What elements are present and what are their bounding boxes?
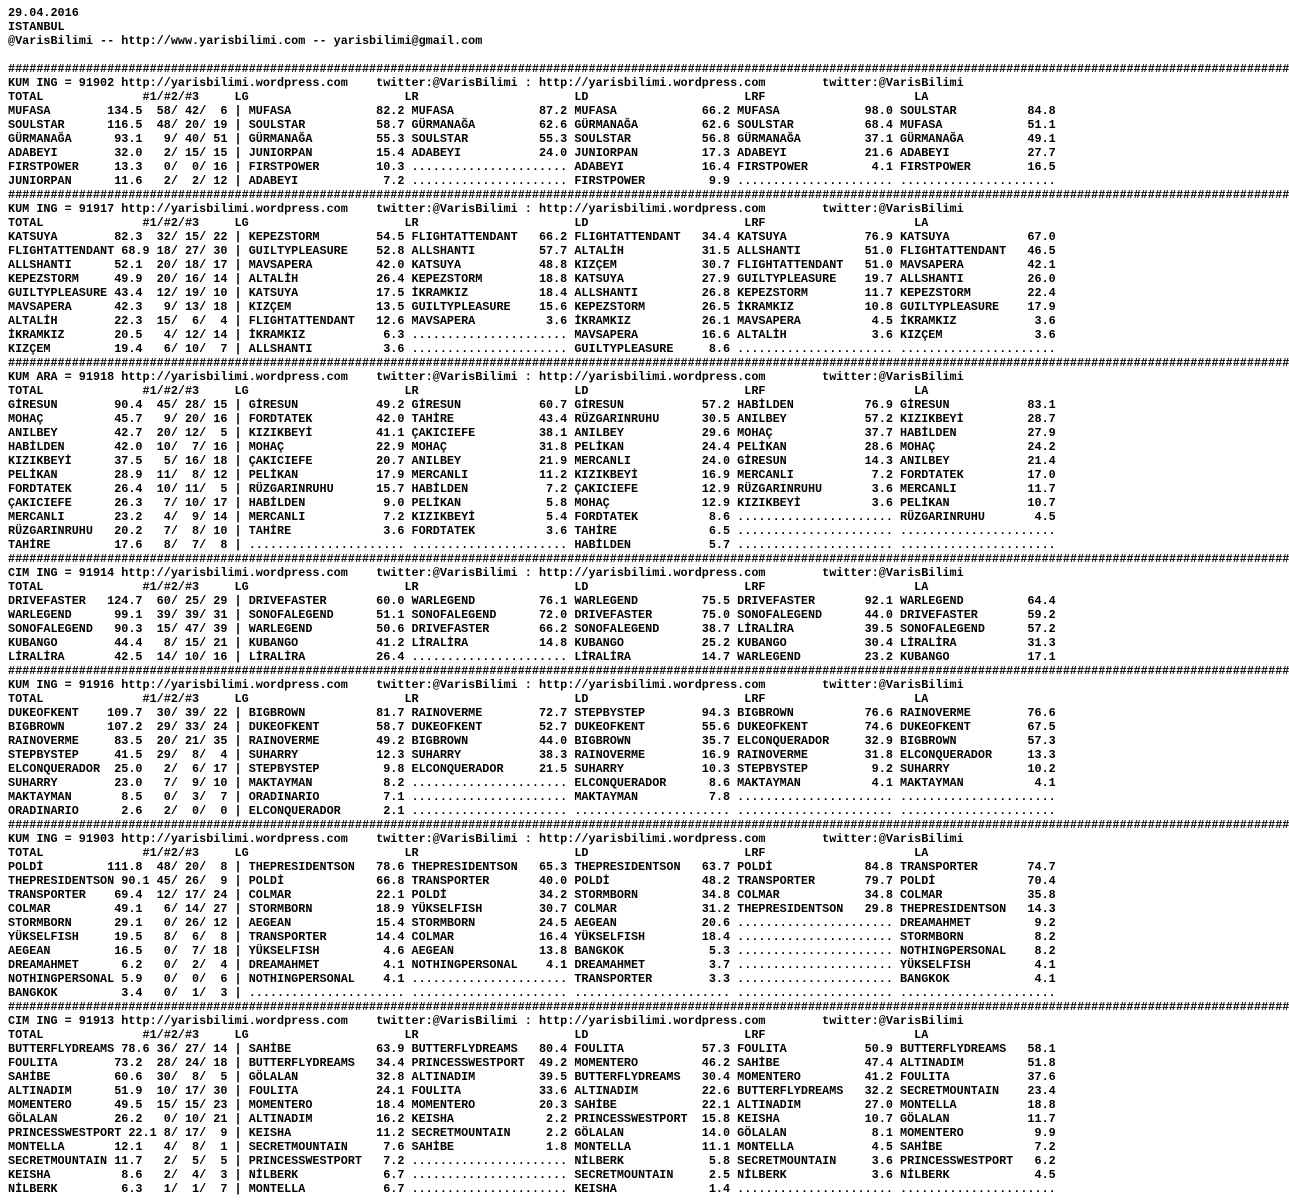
race-report-document: 29.04.2016 ISTANBUL @VarisBilimi -- http://www.yarisbilimi.com -- yarisbilimi@gmail.com ##################################################################################################################################################################################### KUM ING = 91902 http://yarisbilimi.wordpress.com twitter:@VarisBilimi : http://yarisbilimi.wordpress.com twitter:@VarisBilimi TOTAL #1/#2/#3 LG LR LD LRF LA MUFASA 134.5 58/ 42/ 6 | MUFASA 82.2 MUFASA 87.2 MUFASA 66.2 MUFASA 98.0 SOULSTAR 84.8 SOULSTAR 116.5 48/ 20/ 19 | SOULSTAR 58.7 GÜRMANAĞA 62.6 GÜRMANAĞA 62.6 SOULSTAR 68.4 MUFASA 51.1 GÜRMANAĞA 93.1 9/ 40/ 51 | GÜRMANAĞA 55.3 SOULSTAR 55.3 SOULSTAR 56.8 GÜRMANAĞA 37.1 GÜRMANAĞA 49.1 ADABEYI 32.0 2/ 15/ 15 | JUNIORPAN 15.4 ADABEYI 24.0 JUNIORPAN 17.3 ADABEYI 21.6 ADABEYI 27.7 FIRSTPOWER 13.3 0/ 0/ 16 | FIRSTPOWER 10.3 ...................... ADABEYI 16.4 FIRSTPOWER 4.1 FIRSTPOWER 16.5 JUNIORPAN 11.6 2/ 2/ 12 | ADABEYI 7.2 ...................... FIRSTPOWER 9.9 ...................... ...................... ##################################################################################################################################################################################### KUM ING = 91917 http://yarisbilimi.wordpress.com twitter:@VarisBilimi : http://yarisbilimi.wordpress.com twitter:@VarisBilimi TOTAL #1/#2/#3 LG LR LD LRF LA KATSUYA 82.3 32/ 15/ 22 | KEPEZSTORM 54.5 FLIGHTATTENDANT 66.2 FLIGHTATTENDANT 34.4 KATSUYA 76.9 KATSUYA 67.0 FLIGHTATTENDANT 68.9 18/ 27/ 30 | GUILTYPLEASURE 52.8 ALLSHANTI 57.7 ALTALİH 31.5 ALLSHANTI 51.0 FLIGHTATTENDANT 46.5 ALLSHANTI 52.1 20/ 18/ 17 | MAVSAPERA 42.0 KATSUYA 48.8 KIZÇEM 30.7 FLIGHTATTENDANT 51.0 MAVSAPERA 42.1 KEPEZSTORM 49.9 20/ 16/ 14 | ALTALİH 26.4 KEPEZSTORM 18.8 KATSUYA 27.9 GUILTYPLEASURE 19.7 ALLSHANTI 26.0 GUILTYPLEASURE 43.4 12/ 19/ 10 | KATSUYA 17.5 İKRAMKIZ 18.4 ALLSHANTI 26.8 KEPEZSTORM 11.7 KEPEZSTORM 22.4 MAVSAPERA 42.3 9/ 13/ 18 | KIZÇEM 13.5 GUILTYPLEASURE 15.6 KEPEZSTORM 26.5 İKRAMKIZ 10.8 GUILTYPLEASURE 17.9 ALTALİH 22.3 15/ 6/ 4 | FLIGHTATTENDANT 12.6 MAVSAPERA 3.6 İKRAMKIZ 26.1 MAVSAPERA 4.5 İKRAMKIZ 3.6 İKRAMKIZ 20.5 4/ 12/ 14 | İKRAMKIZ 6.3 ...................... MAVSAPERA 16.6 ALTALİH 3.6 KIZÇEM 3.6 KIZÇEM 19.4 6/ 10/ 7 | ALLSHANTI 3.6 ...................... GUILTYPLEASURE 8.6 ...................... ...................... ##################################################################################################################################################################################### KUM ARA = 91918 http://yarisbilimi.wordpress.com twitter:@VarisBilimi : http://yarisbilimi.wordpress.com twitter:@VarisBilimi TOTAL #1/#2/#3 LG LR LD LRF LA GİRESUN 90.4 45/ 28/ 15 | GİRESUN 49.2 GİRESUN 60.7 GİRESUN 57.2 HABİLDEN 76.9 GİRESUN 83.1 MOHAÇ 45.7 9/ 20/ 16 | FORDTATEK 42.0 TAHİRE 43.4 RÜZGARINRUHU 30.5 ANILBEY 57.2 KIZIKBEYİ 28.7 ANILBEY 42.7 20/ 12/ 5 | KIZIKBEYİ 41.1 ÇAKICIEFE 38.1 ANILBEY 29.6 MOHAÇ 37.7 HABİLDEN 27.9 HABİLDEN 42.0 10/ 7/ 16 | MOHAÇ 22.9 MOHAÇ 31.8 PELİKAN 24.4 PELİKAN 28.6 MOHAÇ 24.2 KIZIKBEYİ 37.5 5/ 16/ 18 | ÇAKICIEFE 20.7 ANILBEY 21.9 MERCANLI 24.0 GİRESUN 14.3 ANILBEY 21.4 PELİKAN 28.9 11/ 8/ 12 | PELİKAN 17.9 MERCANLI 11.2 KIZIKBEYİ 16.9 MERCANLI 7.2 FORDTATEK 17.0 FORDTATEK 26.4 10/ 11/ 5 | RÜZGARINRUHU 15.7 HABİLDEN 7.2 ÇAKICIEFE 12.9 RÜZGARINRUHU 3.6 MERCANLI 11.7 ÇAKICIEFE 26.3 7/ 10/ 17 | HABİLDEN 9.0 PELİKAN 5.8 MOHAÇ 12.9 KIZIKBEYİ 3.6 PELİKAN 10.7 MERCANLI 23.2 4/ 9/ 14 | MERCANLI 7.2 KIZIKBEYİ 5.4 FORDTATEK 8.6 ...................... RÜZGARINRUHU 4.5 RÜZGARINRUHU 20.2 7/ 8/ 10 | TAHİRE 3.6 FORDTATEK 3.6 TAHİRE 6.5 ...................... ...................... TAHİRE 17.6 8/ 7/ 8 | ...................... ...................... HABİLDEN 5.7 ...................... ...................... ##################################################################################################################################################################################### CIM ING = 91914 http://yarisbilimi.wordpress.com twitter:@VarisBilimi : http://yarisbilimi.wordpress.com twitter:@VarisBilimi TOTAL #1/#2/#3 LG LR LD LRF LA DRIVEFASTER 124.7 60/ 25/ 29 | DRIVEFASTER 60.0 WARLEGEND 76.1 WARLEGEND 75.5 DRIVEFASTER 92.1 WARLEGEND 64.4 WARLEGEND 99.1 39/ 39/ 31 | SONOFALEGEND 51.1 SONOFALEGEND 72.0 DRIVEFASTER 75.0 SONOFALEGEND 44.0 DRIVEFASTER 59.2 SONOFALEGEND 90.3 15/ 47/ 39 | WARLEGEND 50.6 DRIVEFASTER 66.2 SONOFALEGEND 38.7 LİRALİRA 39.5 SONOFALEGEND 57.2 KUBANGO 44.4 8/ 15/ 21 | KUBANGO 41.2 LİRALİRA 14.8 KUBANGO 25.2 KUBANGO 30.4 LİRALİRA 31.3 LİRALİRA 42.5 14/ 10/ 16 | LİRALİRA 26.4 ...................... LİRALİRA 14.7 WARLEGEND 23.2 KUBANGO 17.1 ##################################################################################################################################################################################### KUM ING = 91916 http://yarisbilimi.wordpress.com twitter:@VarisBilimi : http://yarisbilimi.wordpress.com twitter:@VarisBilimi TOTAL #1/#2/#3 LG LR LD LRF LA DUKEOFKENT 109.7 30/ 39/ 22 | BIGBROWN 81.7 RAINOVERME 72.7 STEPBYSTEP 94.3 BIGBROWN 76.6 RAINOVERME 76.6 BIGBROWN 107.2 29/ 33/ 24 | DUKEOFKENT 58.7 DUKEOFKENT 52.7 DUKEOFKENT 55.6 DUKEOFKENT 74.6 DUKEOFKENT 67.5 RAINOVERME 83.5 20/ 21/ 35 | RAINOVERME 49.2 BIGBROWN 44.0 BIGBROWN 35.7 ELCONQUERADOR 32.9 BIGBROWN 57.3 STEPBYSTEP 41.5 29/ 8/ 4 | SUHARRY 12.3 SUHARRY 38.3 RAINOVERME 16.9 RAINOVERME 31.8 ELCONQUERADOR 13.3 ELCONQUERADOR 25.0 2/ 6/ 17 | STEPBYSTEP 9.8 ELCONQUERADOR 21.5 SUHARRY 10.3 STEPBYSTEP 9.2 SUHARRY 10.2 SUHARRY 23.0 7/ 9/ 10 | MAKTAYMAN 8.2 ...................... ELCONQUERADOR 8.6 MAKTAYMAN 4.1 MAKTAYMAN 4.1 MAKTAYMAN 8.5 0/ 3/ 7 | ORADINARIO 7.1 ...................... MAKTAYMAN 7.8 ...................... ...................... ORADINARIO 2.6 2/ 0/ 0 | ELCONQUERADOR 2.1 ...................... ...................... ...................... ...................... ##################################################################################################################################################################################### KUM ING = 91903 http://yarisbilimi.wordpress.com twitter:@VarisBilimi : http://yarisbilimi.wordpress.com twitter:@VarisBilimi TOTAL #1/#2/#3 LG LR LD LRF LA POLDİ 111.8 48/ 20/ 8 | THEPRESIDENTSON 78.6 THEPRESIDENTSON 65.3 THEPRESIDENTSON 63.7 POLDİ 84.8 TRANSPORTER 74.7 THEPRESIDENTSON 90.1 45/ 26/ 9 | POLDİ 66.8 TRANSPORTER 40.0 POLDİ 48.2 TRANSPORTER 79.7 POLDİ 70.4 TRANSPORTER 69.4 12/ 17/ 24 | COLMAR 22.1 POLDİ 34.2 STORMBORN 34.8 COLMAR 34.8 COLMAR 35.8 COLMAR 49.1 6/ 14/ 27 | STORMBORN 18.9 YÜKSELFISH 30.7 COLMAR 31.2 THEPRESIDENTSON 29.8 THEPRESIDENTSON 14.3 STORMBORN 29.1 0/ 26/ 12 | AEGEAN 15.4 STORMBORN 24.5 AEGEAN 20.6 ...................... DREAMAHMET 9.2 YÜKSELFISH 19.5 8/ 6/ 8 | TRANSPORTER 14.4 COLMAR 16.4 YÜKSELFISH 18.4 ...................... STORMBORN 8.2 AEGEAN 16.5 0/ 7/ 18 | YÜKSELFISH 4.6 AEGEAN 13.8 BANGKOK 5.3 ...................... NOTHINGPERSONAL 8.2 DREAMAHMET 6.2 0/ 2/ 4 | DREAMAHMET 4.1 NOTHINGPERSONAL 4.1 DREAMAHMET 3.7 ...................... YÜKSELFISH 4.1 NOTHINGPERSONAL 5.9 0/ 0/ 6 | NOTHINGPERSONAL 4.1 ...................... TRANSPORTER 3.3 ...................... BANGKOK 4.1 BANGKOK 3.4 0/ 1/ 3 | ...................... ...................... ...................... ...................... ...................... ##################################################################################################################################################################################### CIM ING = 91913 http://yarisbilimi.wordpress.com twitter:@VarisBilimi : http://yarisbilimi.wordpress.com twitter:@VarisBilimi TOTAL #1/#2/#3 LG LR LD LRF LA BUTTERFLYDREAMS 78.6 36/ 27/ 14 | SAHİBE 63.9 BUTTERFLYDREAMS 80.4 FOULITA 57.3 FOULITA 50.9 BUTTERFLYDREAMS 58.1 FOULITA 73.2 28/ 24/ 18 | BUTTERFLYDREAMS 34.4 PRINCESSWESTPORT 49.2 MOMENTERO 46.2 SAHİBE 47.4 ALTINADIM 51.8 SAHİBE 60.6 30/ 8/ 5 | GÖLALAN 32.8 ALTINADIM 39.5 BUTTERFLYDREAMS 30.4 MOMENTERO 41.2 FOULITA 37.6 ALTINADIM 51.9 10/ 17/ 30 | FOULITA 24.1 FOULITA 33.6 ALTINADIM 22.6 BUTTERFLYDREAMS 32.2 SECRETMOUNTAIN 23.4 MOMENTERO 49.5 15/ 15/ 23 | MOMENTERO 18.4 MOMENTERO 20.3 SAHİBE 22.1 ALTINADIM 27.0 MONTELLA 18.8 GÖLALAN 26.2 0/ 10/ 21 | ALTINADIM 16.2 KEISHA 2.2 PRINCESSWESTPORT 15.8 KEISHA 10.7 GÖLALAN 11.7 PRINCESSWESTPORT 22.1 8/ 17/ 9 | KEISHA 11.2 SECRETMOUNTAIN 2.2 GÖLALAN 14.0 GÖLALAN 8.1 MOMENTERO 9.9 MONTELLA 12.1 4/ 8/ 1 | SECRETMOUNTAIN 7.6 SAHİBE 1.8 MONTELLA 11.1 MONTELLA 4.5 SAHİBE 7.2 SECRETMOUNTAIN 11.7 2/ 5/ 5 | PRINCESSWESTPORT 7.2 ...................... NİLBERK 5.8 SECRETMOUNTAIN 3.6 PRINCESSWESTPORT 6.2 KEISHA 8.6 2/ 4/ 3 | NİLBERK 6.7 ...................... SECRETMOUNTAIN 2.5 NİLBERK 3.6 NİLBERK 4.5 NİLBERK 6.3 1/ 1/ 7 | MONTELLA 6.7 ...................... KEISHA 1.4 ...................... ...................... <box>8 6 1289 1196</box>
